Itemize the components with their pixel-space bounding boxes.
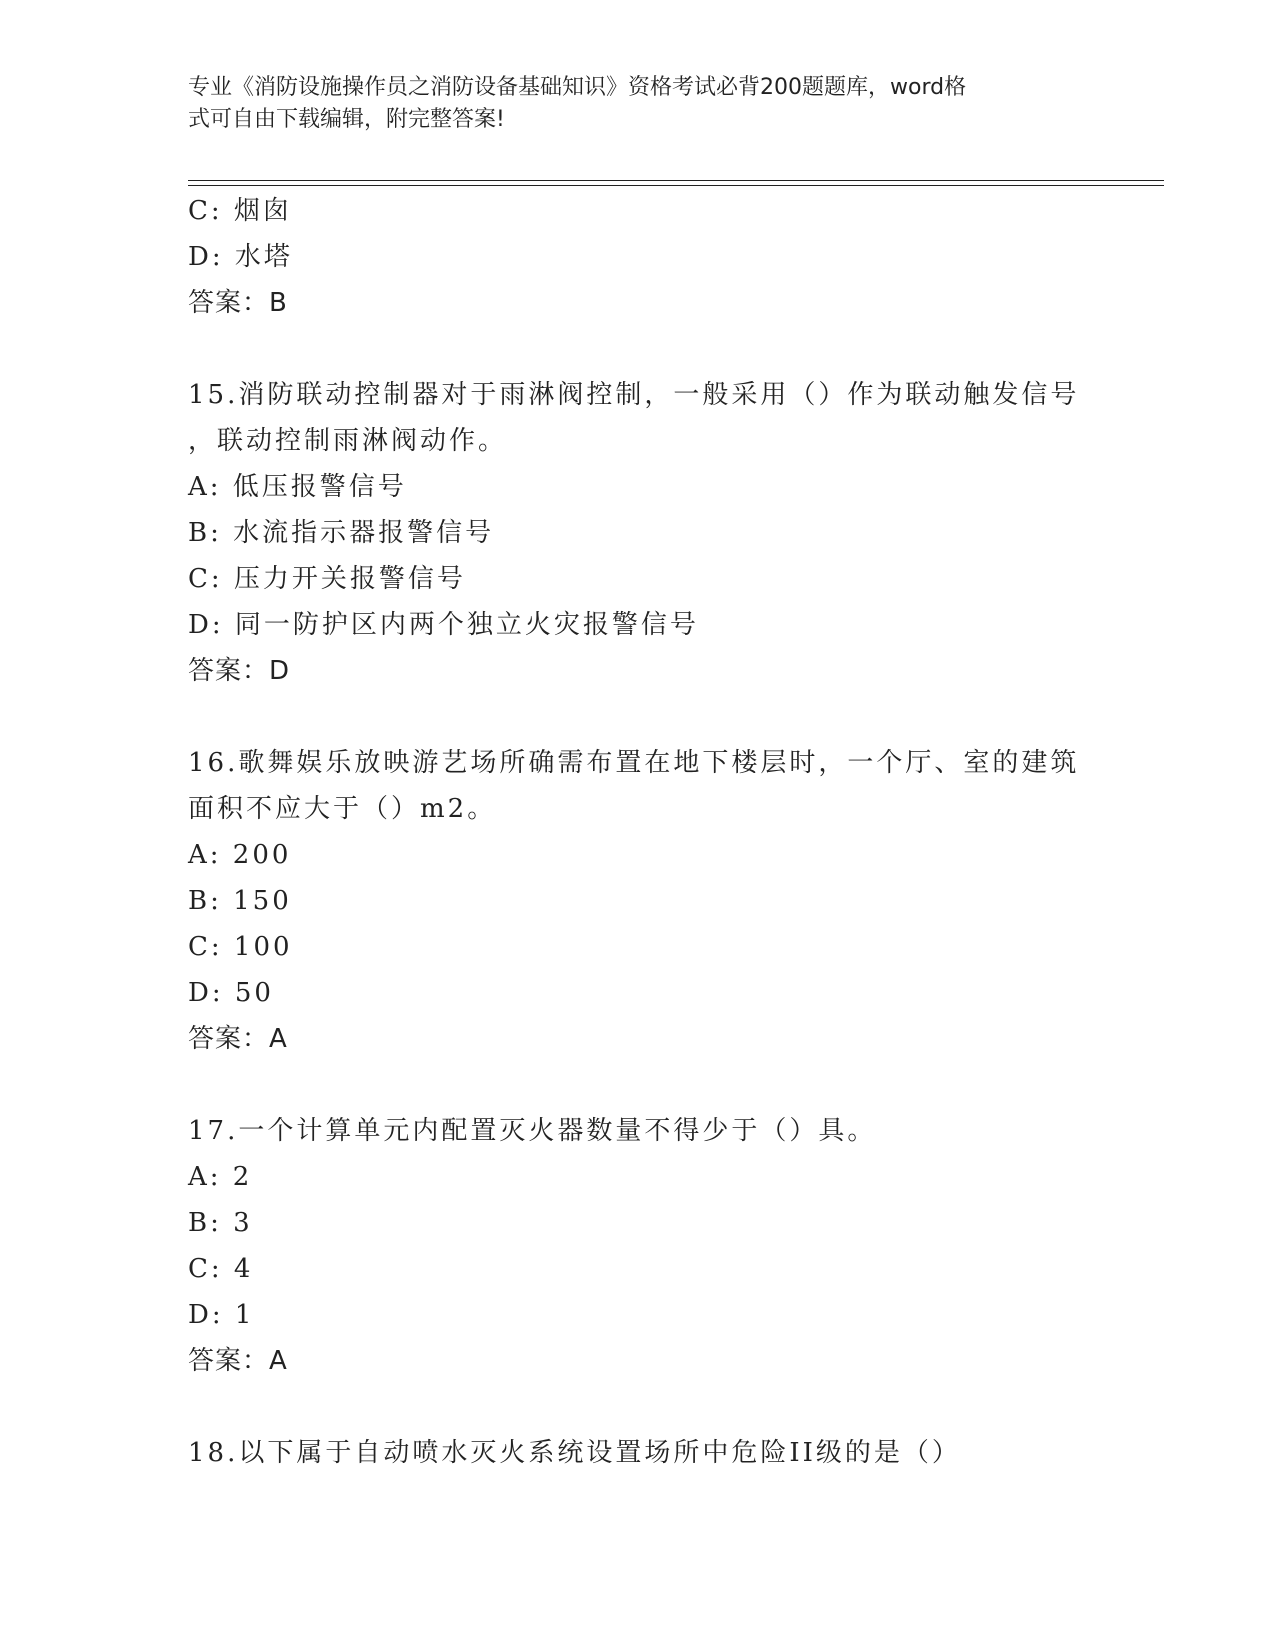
question-text-continued: ，联动控制雨淋阀动作。	[188, 426, 508, 456]
option-b: B: 150	[188, 886, 292, 916]
option-c: C: 100	[188, 932, 293, 962]
answer-line: 答案：D	[188, 656, 291, 686]
spacer	[188, 326, 1088, 372]
header-rule-top	[188, 180, 1164, 181]
answer-line: 答案：A	[188, 1024, 288, 1054]
option-d: D: 同一防护区内两个独立火灾报警信号	[188, 610, 699, 640]
option-c: C: 4	[188, 1254, 254, 1284]
question-18	[188, 1430, 1088, 1476]
question-text: 15.消防联动控制器对于雨淋阀控制，一般采用（）作为联动触发信号	[188, 380, 1080, 410]
option-b: B: 3	[188, 1208, 253, 1238]
option-d: D: 1	[188, 1300, 255, 1330]
document-header	[188, 72, 1068, 136]
answer-line: 答案：A	[188, 1346, 288, 1376]
question-text: 17.一个计算单元内配置灭火器数量不得少于（）具。	[188, 1116, 877, 1146]
header-line-1: 专业《消防设施操作员之消防设备基础知识》资格考试必背200题题库，word格	[188, 75, 967, 100]
header-rule-bottom	[188, 185, 1164, 186]
option-a: A: 低压报警信号	[188, 472, 407, 502]
option-d: D: 50	[188, 978, 274, 1008]
option-b: B: 水流指示器报警信号	[188, 518, 495, 548]
question-text: 16.歌舞娱乐放映游艺场所确需布置在地下楼层时，一个厅、室的建筑	[188, 748, 1080, 778]
question-text-continued: 面积不应大于（）m2。	[188, 794, 497, 824]
option-c: C: 压力开关报警信号	[188, 564, 466, 594]
option-a: A: 2	[188, 1162, 253, 1192]
document-body	[188, 188, 1088, 1476]
option-c: C: 烟囱	[188, 196, 292, 226]
question-17	[188, 1108, 1088, 1384]
question-text: 18.以下属于自动喷水灭火系统设置场所中危险II级的是（）	[188, 1438, 961, 1468]
option-a: A: 200	[188, 840, 292, 870]
answer-line: 答案：B	[188, 288, 288, 318]
option-d: D: 水塔	[188, 242, 293, 272]
spacer	[188, 694, 1088, 740]
spacer	[188, 1384, 1088, 1430]
spacer	[188, 1062, 1088, 1108]
question-16	[188, 740, 1088, 1062]
question-15	[188, 372, 1088, 694]
header-line-2: 式可自由下载编辑，附完整答案!	[188, 107, 505, 132]
